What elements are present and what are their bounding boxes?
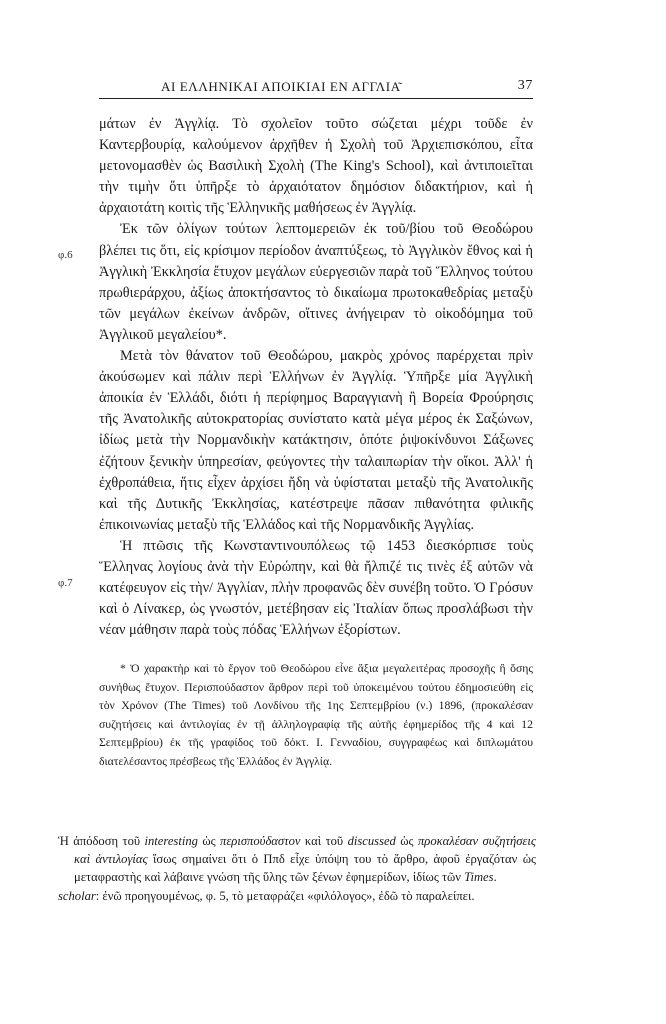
paragraph-2: Ἐκ τῶν ὀλίγων τούτων λεπτομερειῶν ἐκ τοῦ/βίου τοῦ Θεοδώρου βλέπει τις ὅτι, εἰς κρίσιμον περίοδον ἀναπτύξεως, τὸ Ἀγγλικὸν ἔθνος καὶ ἡ Ἀγγλικὴ Ἐκκλησία ἔτυχον μεγάλων εὐεργεσιῶν παρὰ τοῦ Ἕλληνος τούτου πρωθιεράρχου, ἀξίως ἀποκτήσαντος τὸ δικαίωμα πρωτοκαθεδρίας μεταξὺ τῶν μεγάλων ἐκείνων ἀνδρῶν, οἵτινες ἀνήγειραν τὸ οἰκοδόμημα τοῦ Ἀγγλικοῦ μεγαλείου*.: [99, 221, 533, 343]
main-text: [99, 114, 533, 641]
paragraph-3: Μετὰ τὸν θάνατον τοῦ Θεοδώρου, μακρὸς χρόνος παρέρχεται πρὶν ἀκούσωμεν καὶ πάλιν περὶ Ἑλλήνων ἐν Ἀγγλίᾳ. Ὑπῆρξε μία Ἀγγλικὴ ἀποικία ἐν Ἑλλάδι, διότι ἡ περίφημος Βαραγγιανὴ ἢ Βορεία Φρούρησις τῆς Ἀνατολικῆς αὐτοκρατορίας συνίστατο κατὰ μέγα μέρος ἐκ Σαξώνων, ἰδίως μετὰ τὴν Νορμανδικὴν κατάκτησιν, ὁπότε ῥιψοκίνδυνοι Σάξωνες ἐζήτουν ξενικὴν ὑπηρεσίαν, φεύγοντες τὴν ταλαιπωρίαν τὴν οἴκοι. Ἀλλ' ἡ ἐχθροπάθεια, ἥτις εἶχεν ἀρχίσει ἤδη νὰ ὑφίσταται μεταξὺ τῆς Ἀνατολικῆς καὶ τῆς Δυτικῆς Ἐκκλησίας, κατέστρεψε πᾶσαν πιθανότητα φιλικῆς ἐπικοινωνίας μεταξὺ τῆς Ἑλλάδος καὶ τῆς Νορμανδικῆς Ἀγγλίας.: [99, 348, 533, 533]
paragraph-4: Ἡ πτῶσις τῆς Κωνσταντινουπόλεως τῷ 1453 διεσκόρπισε τοὺς Ἕλληνας λογίους ἀνὰ τὴν Εὐρώπην, καὶ θὰ ἤλπιζέ τις τινὲς ἐξ αὐτῶν νὰ κατέφευγον εἰς τὴν/ Ἀγγλίαν, πλὴν προφανῶς δὲν συνέβη τοῦτο. Ὁ Γρόσυν καὶ ὁ Λίνακερ, ὡς γνωστόν, μετέβησαν εἰς Ἰταλίαν ὅπως προσλάβωσι τὴν νέαν μάθησιν παρὰ τοὺς πόδας Ἑλλήνων ἐξορίστων.: [99, 537, 533, 639]
margin-note-folio-7: φ.7: [58, 577, 73, 589]
editorial-note-scholar: scholar: ἐνῶ προηγουμένως, φ. 5, τὸ μεταφράζει «φιλόλογος», ἐδῶ τὸ παραλείπει.: [58, 888, 475, 903]
editorial-note-interesting: Ἡ ἀπόδοση τοῦ interesting ὡς περισπούδαστον καὶ τοῦ discussed ὡς προκαλέσαν συζητήσεις καὶ ἀντιλογίας ἴσως σημαίνει ὅτι ὁ Ππδ εἶχε ὑπόψη του τὸ ἄρθρο, ἀφοῦ ἐργαζόταν ὡς μεταφραστὴς καὶ λάβαινε γνώση τῆς ὕλης τῶν ξένων ἐφημερίδων, ἰδίως τῶν Times.: [58, 834, 536, 885]
paragraph-1: μάτων ἐν Ἀγγλίᾳ. Τὸ σχολεῖον τοῦτο σώζεται μέχρι τοῦδε ἐν Καντερβουρίᾳ, καλούμενον ἀρχῆθεν ἡ Σχολὴ τοῦ Ἀρχιεπισκόπου, εἶτα μετονομασθὲν ὡς Βασιλικὴ Σχολὴ (The King's School), καὶ ἀντιποιεῖται τὴν τιμὴν ὅτι ὑπῆρξε τὸ ἀρχαιότατον δημόσιον διδακτήριον, καὶ ἡ ἀρχαιοτάτη κοιτὶς τῆς Ἑλληνικῆς μαθήσεως ἐν Ἀγγλίᾳ.: [99, 116, 533, 217]
editorial-notes: [58, 832, 536, 905]
running-header: [99, 78, 533, 99]
running-title: ΑΙ ΕΛΛΗΝΙΚΑΙ ΑΠΟΙΚΙΑΙ ΕΝ ΑΓΓΛΙΑ͂: [161, 79, 401, 94]
margin-note-folio-6: φ.6: [58, 249, 73, 261]
page-number: 37: [517, 78, 533, 93]
footnote: * Ὁ χαρακτὴρ καὶ τὸ ἔργον τοῦ Θεοδώρου εἶνε ἄξια μεγαλειτέρας προσοχῆς ἢ ὅσης συνήθως ἔτυχον. Περισπούδαστον ἄρθρον περὶ τοῦ ὑποκειμένου τούτου ἐδημοσιεύθη εἰς τὸν Χρόνον (The Times) τοῦ Λονδίνου τῆς 1ης Σεπτεμβρίου (ν.) 1896, (προκαλέσαν συζητήσεις καὶ ἀντιλογίας ἐν τῇ ἀλληλογραφίᾳ τῆς αὐτῆς ἐφημερίδος τῆς 4 καὶ 12 Σεπτεμβρίου) ἐκ τῆς γραφίδος τοῦ δόκτ. Ι. Γενναδίου, συγγραφέως καὶ διπλωμάτου διατελέσαντος πρέσβεως τῆς Ἑλλάδος ἐν Ἀγγλίᾳ.: [99, 662, 533, 768]
